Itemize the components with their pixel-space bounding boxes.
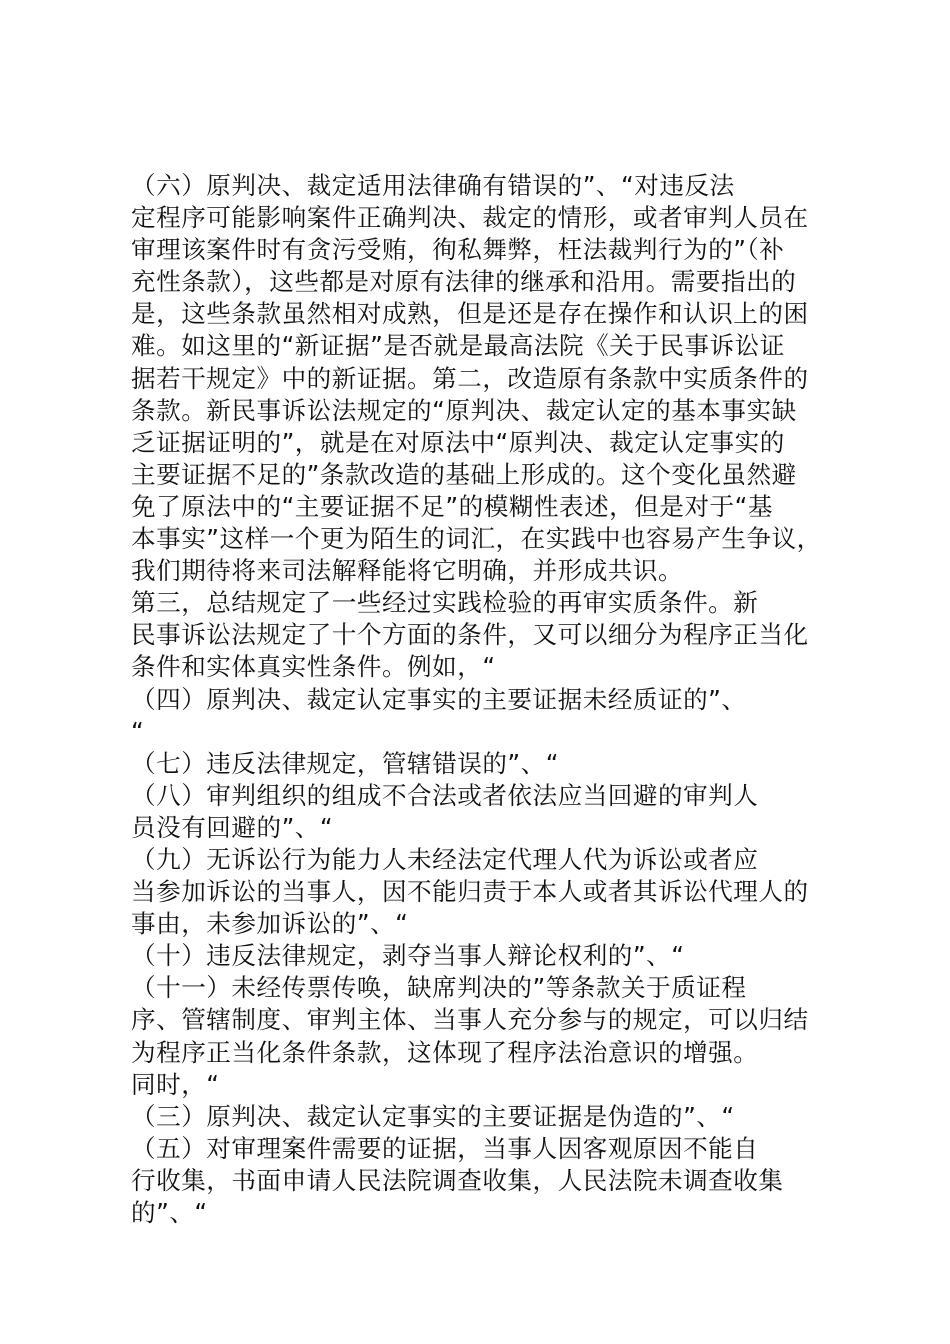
text-line: 为程序正当化条件条款，这体现了程序法治意识的增强。	[131, 1037, 759, 1067]
text-line: 条件和实体真实性条件。例如，“	[131, 652, 496, 682]
text-line: 是，这些条款虽然相对成熟，但是还是存在操作和认识上的困	[131, 299, 809, 329]
text-line: （三）原判决、裁定认定事实的主要证据是伪造的”、“	[131, 1101, 735, 1131]
text-line: 本事实”这样一个更为陌生的词汇，在实践中也容易产生争议，	[131, 524, 822, 554]
document-body	[131, 170, 831, 1229]
text-line: （四）原判决、裁定认定事实的主要证据未经质证的”、	[131, 684, 747, 714]
text-line: （十）违反法律规定，剥夺当事人辩论权利的”、“	[131, 941, 685, 971]
text-line: 我们期待将来司法解释能将它明确，并形成共识。	[131, 556, 684, 586]
text-line: 免了原法中的“主要证据不足”的模糊性表述，但是对于“基	[131, 491, 773, 521]
text-line: 充性条款），这些都是对原有法律的继承和沿用。需要指出的	[131, 267, 797, 297]
text-line: 第三，总结规定了一些经过实践检验的再审实质条件。新	[131, 588, 759, 618]
text-line: 当参加诉讼的当事人，因不能归责于本人或者其诉讼代理人的	[131, 877, 809, 907]
text-line: 乏证据证明的”，就是在对原法中“原判决、裁定认定事实的	[131, 427, 785, 457]
text-line: 民事诉讼法规定了十个方面的条件，又可以细分为程序正当化	[131, 620, 809, 650]
text-line: （六）原判决、裁定适用法律确有错误的”、“对违反法	[131, 171, 735, 200]
text-line: （十一）未经传票传唤，缺席判决的”等条款关于质证程	[131, 973, 747, 1003]
text-line: 定程序可能影响案件正确判决、裁定的情形，或者审判人员在	[131, 203, 809, 233]
text-line: 难。如这里的“新证据”是否就是最高法院《关于民事诉讼证	[131, 331, 785, 361]
text-line: （九）无诉讼行为能力人未经法定代理人代为诉讼或者应	[131, 844, 759, 874]
text-line: 事由，未参加诉讼的”、“	[131, 909, 409, 939]
text-line: 审理该案件时有贪污受贿，徇私舞弊，枉法裁判行为的”（补	[131, 235, 785, 265]
text-line: （七）违反法律规定，管辖错误的”、“	[131, 748, 559, 778]
text-line: 行收集，书面申请人民法院调查收集，人民法院未调查收集	[131, 1165, 784, 1195]
text-line: 主要证据不足的”条款改造的基础上形成的。这个变化虽然避	[131, 459, 797, 489]
text-line: 序、管辖制度、审判主体、当事人充分参与的规定，可以归结	[131, 1005, 809, 1035]
text-line: “	[131, 716, 145, 746]
text-line: （八）审判组织的组成不合法或者依法应当回避的审判人	[131, 780, 759, 810]
text-line: 的”、“	[131, 1198, 208, 1227]
text-line: （五）对审理案件需要的证据，当事人因客观原因不能自	[131, 1133, 759, 1163]
text-line: 据若干规定》中的新证据。第二，改造原有条款中实质条件的	[131, 363, 809, 393]
text-line: 条款。新民事诉讼法规定的“原判决、裁定认定的基本事实缺	[131, 395, 797, 425]
text-line: 同时，“	[131, 1069, 220, 1099]
text-line: 员没有回避的”、“	[131, 812, 334, 842]
